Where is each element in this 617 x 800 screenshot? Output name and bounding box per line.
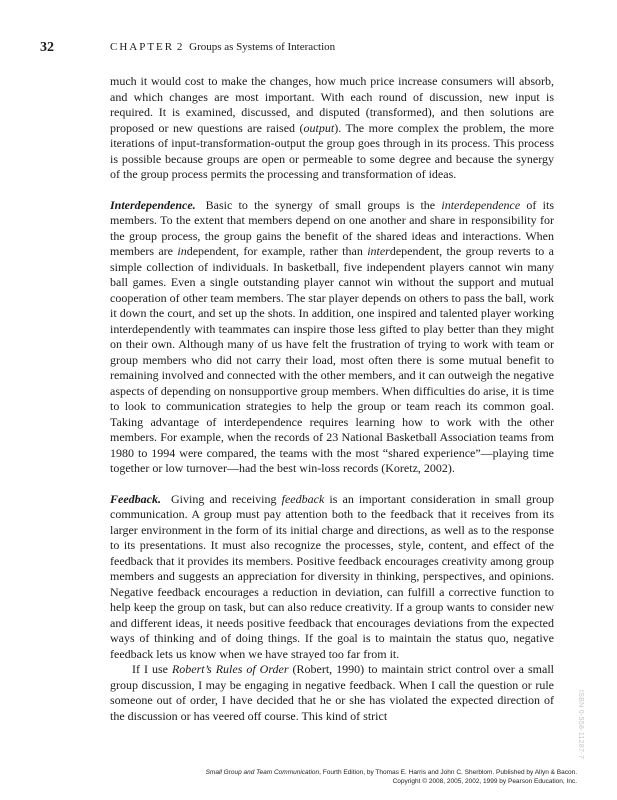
section-heading-feedback: Feedback. [110, 491, 161, 506]
chapter-title: Groups as Systems of Interaction [189, 41, 336, 53]
running-head [110, 41, 335, 53]
term-interdependence: interdependence [441, 197, 521, 212]
footer-book-title: Small Group and Team Communication [205, 769, 320, 776]
paragraph-interdependence: Interdependence. Basic to the synergy of small groups is the interdependence of its members. To the extent that members depend on one another and share in responsibility for the group process, the group gains the benefit of the shared ideas and interactions. When members are independent, for example, rather than interdependent, the group reverts to a simple collection of individuals. In basketball, five independent players cannot win many ball games. Even a single outstanding player cannot win without the support and mutual cooperation of other team members. The star player depends on others to pass the ball, work it down the court, and set up the shots. In addition, one inspired and talented player working interdependently with teammates can inspire those less gifted to play better than they might on their own. Although many of us have felt the frustration of trying to work with team or group members who did not carry their load, most often there is some mutual benefit to remaining involved and connected with the other members, and it can outweigh the negative aspects of depending on nonsupportive group members. When difficulties do arise, it is time to look to communication strategies to help the group or team reach its common goal. Taking advantage of interdependence requires learning how to work with the other members. For example, when the records of 23 National Basketball Association teams from 1980 to 1994 were compared, the teams with the most “shared experience”—playing time together or low turnover—had the best win-loss records (Koretz, 2002). [110, 197, 554, 475]
chapter-number: 2 [176, 41, 183, 53]
page-footer [206, 768, 577, 786]
footer-line-1: Small Group and Team Communication, Fourth Edition, by Thomas E. Harris and John C. Sherblom. Published by Allyn & Bacon. [205, 769, 577, 776]
paragraph-feedback: Feedback. Giving and receiving feedback is an important consideration in small group communication. A group must pay attention both to the feedback that it receives from its larger environment in the form of its initial charge and directions, as well as to the response to its presentations. It must also recognize the processes, style, content, and effect of the feedback that it provides its members. Positive feedback encourages creativity among group members and suggests an appreciation for diversity in thinking, perspectives, and opinions. Negative feedback encourages a reduction in deviation, can fulfill a corrective function to help keep the group on task, but can also reduce creativity. If a group wants to consider new and different ideas, it needs positive feedback that encourages deviations from the expected ways of thinking and of doing things. If the goal is to maintain the status quo, negative feedback lets us know when we have strayed too far from it. [110, 491, 554, 661]
term-output: output [303, 120, 335, 135]
footer-copyright: Copyright © 2008, 2005, 2002, 1999 by Pearson Education, Inc. [392, 778, 577, 785]
body-text [110, 74, 554, 724]
page-number: 32 [40, 40, 54, 55]
isbn-watermark: ISBN 0-558-11287-7 [577, 690, 584, 760]
page-header [40, 40, 577, 58]
paragraph-roberts-rules: If I use Robert’s Rules of Order (Robert, 1990) to maintain strict control over a small group discussion, I may be engaging in negative feedback. When I call the question or rule someone out of order, I have decided that he or she has violated the expected direction of the discussion or has veered off course. This kind of strict [110, 662, 554, 723]
section-heading-interdependence: Interdependence. [110, 197, 196, 212]
book-title-roberts-rules: Robert’s Rules of Order [171, 662, 289, 676]
chapter-label: CHAPTER [110, 41, 175, 53]
term-feedback: feedback [281, 491, 325, 506]
paragraph-continuation: much it would cost to make the changes, how much price increase consumers will absorb, and which changes are most important. With each round of discussion, new input is required. It is examined, discussed, and disputed (transformed), and then solutions are proposed or new questions are raised (output). The more complex the problem, the more iterations of input-transformation-output the group goes through in its process. This process is possible because groups are open or permeable to some degree and because the synergy of the group process permits the processing and transformation of ideas. [110, 74, 554, 181]
